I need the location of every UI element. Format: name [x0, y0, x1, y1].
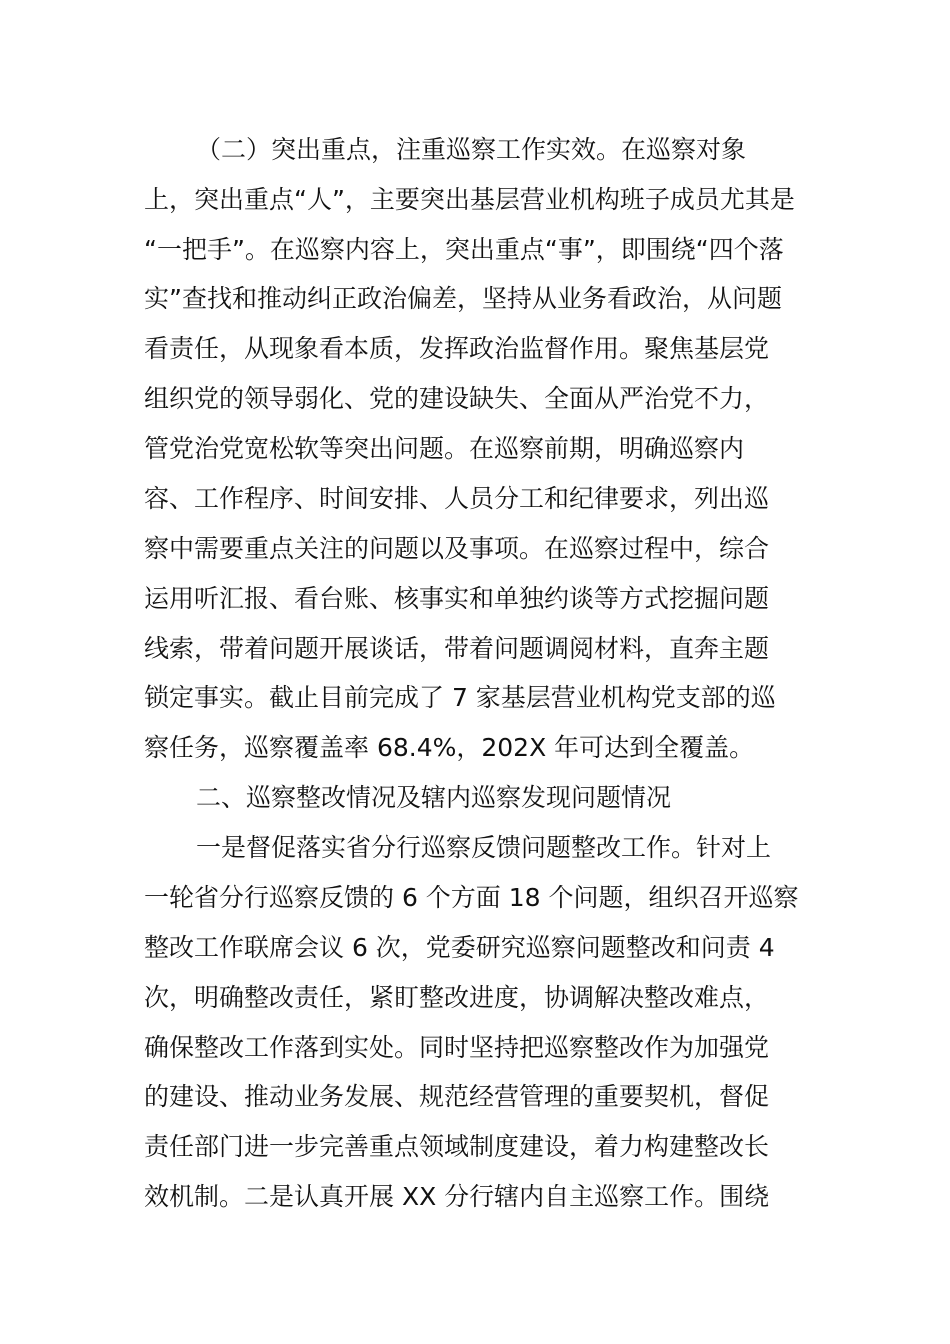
text-line: 管党治党宽松软等突出问题。在巡察前期，明确巡察内	[144, 434, 745, 463]
text-line: 次，明确整改责任，紧盯整改进度，协调解决整改难点，	[144, 983, 770, 1012]
text-line: 运用听汇报、看台账、核事实和单独约谈等方式挖掘问题	[144, 584, 770, 613]
text-line: 确保整改工作落到实处。同时坚持把巡察整改作为加强党	[144, 1033, 770, 1062]
text-line: 一是督促落实省分行巡察反馈问题整改工作。针对上	[196, 833, 772, 862]
text-line: 实”查找和推动纠正政治偏差，坚持从业务看政治，从问题	[144, 284, 782, 313]
text-line: 察中需要重点关注的问题以及事项。在巡察过程中，综合	[144, 534, 770, 563]
text-line: 容、工作程序、时间安排、人员分工和纪律要求，列出巡	[144, 484, 770, 513]
text-line: 的建设、推动业务发展、规范经营管理的重要契机，督促	[144, 1082, 770, 1111]
text-line: （二）突出重点，注重巡察工作实效。在巡察对象	[196, 135, 747, 164]
text-line: 锁定事实。截止目前完成了 7 家基层营业机构党支部的巡	[144, 683, 776, 712]
section-heading: 二、巡察整改情况及辖内巡察发现问题情况	[196, 783, 672, 812]
text-line: “一把手”。在巡察内容上，突出重点“事”，即围绕“四个落	[144, 235, 784, 264]
text-line: 上，突出重点“人”，主要突出基层营业机构班子成员尤其是	[144, 185, 795, 214]
text-line: 责任部门进一步完善重点领域制度建设，着力构建整改长	[144, 1132, 770, 1161]
text-line: 整改工作联席会议 6 次，党委研究巡察问题整改和问责 4	[144, 933, 775, 962]
text-line: 组织党的领导弱化、党的建设缺失、全面从严治党不力，	[144, 384, 770, 413]
text-line: 察任务，巡察覆盖率 68.4%，202X 年可达到全覆盖。	[144, 733, 755, 762]
text-line: 看责任，从现象看本质，发挥政治监督作用。聚焦基层党	[144, 334, 770, 363]
text-line: 效机制。二是认真开展 XX 分行辖内自主巡察工作。围绕	[144, 1182, 770, 1211]
text-line: 线索，带着问题开展谈话，带着问题调阅材料，直奔主题	[144, 634, 770, 663]
text-line: 一轮省分行巡察反馈的 6 个方面 18 个问题，组织召开巡察	[144, 883, 799, 912]
